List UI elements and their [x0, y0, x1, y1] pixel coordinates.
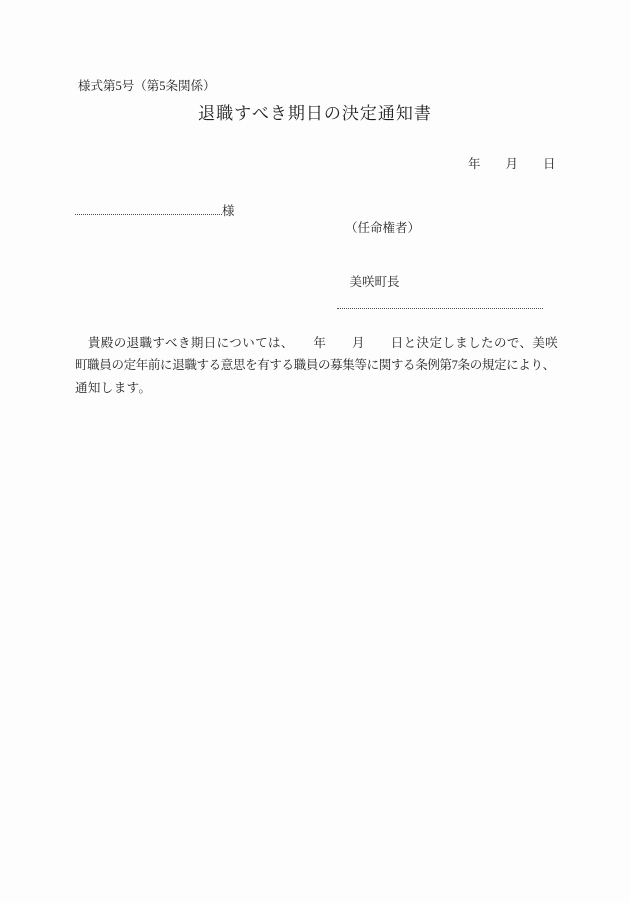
addressee-honorific: 様: [222, 203, 235, 218]
document-title: 退職すべき期日の決定通知書: [198, 104, 432, 123]
body-line-3: 通知します。: [75, 380, 152, 395]
signer-signature-line: [337, 260, 543, 309]
addressee-blank-line: [75, 202, 222, 215]
form-number: 様式第5号（第5条関係）: [78, 79, 216, 93]
body-paragraph: [75, 332, 575, 399]
appointer-label: （任命権者）: [345, 221, 421, 235]
addressee-line: [75, 202, 235, 219]
issue-date-placeholder: 年 月 日: [468, 157, 556, 171]
body-line-2: 町職員の定年前に退職する意思を有する職員の募集等に関する条例第7条の規定により、: [75, 358, 555, 373]
body-line-1: 貴殿の退職すべき期日については、 年 月 日と決定しましたので、美咲: [75, 336, 559, 350]
signer-title: 美咲町長: [349, 275, 400, 289]
